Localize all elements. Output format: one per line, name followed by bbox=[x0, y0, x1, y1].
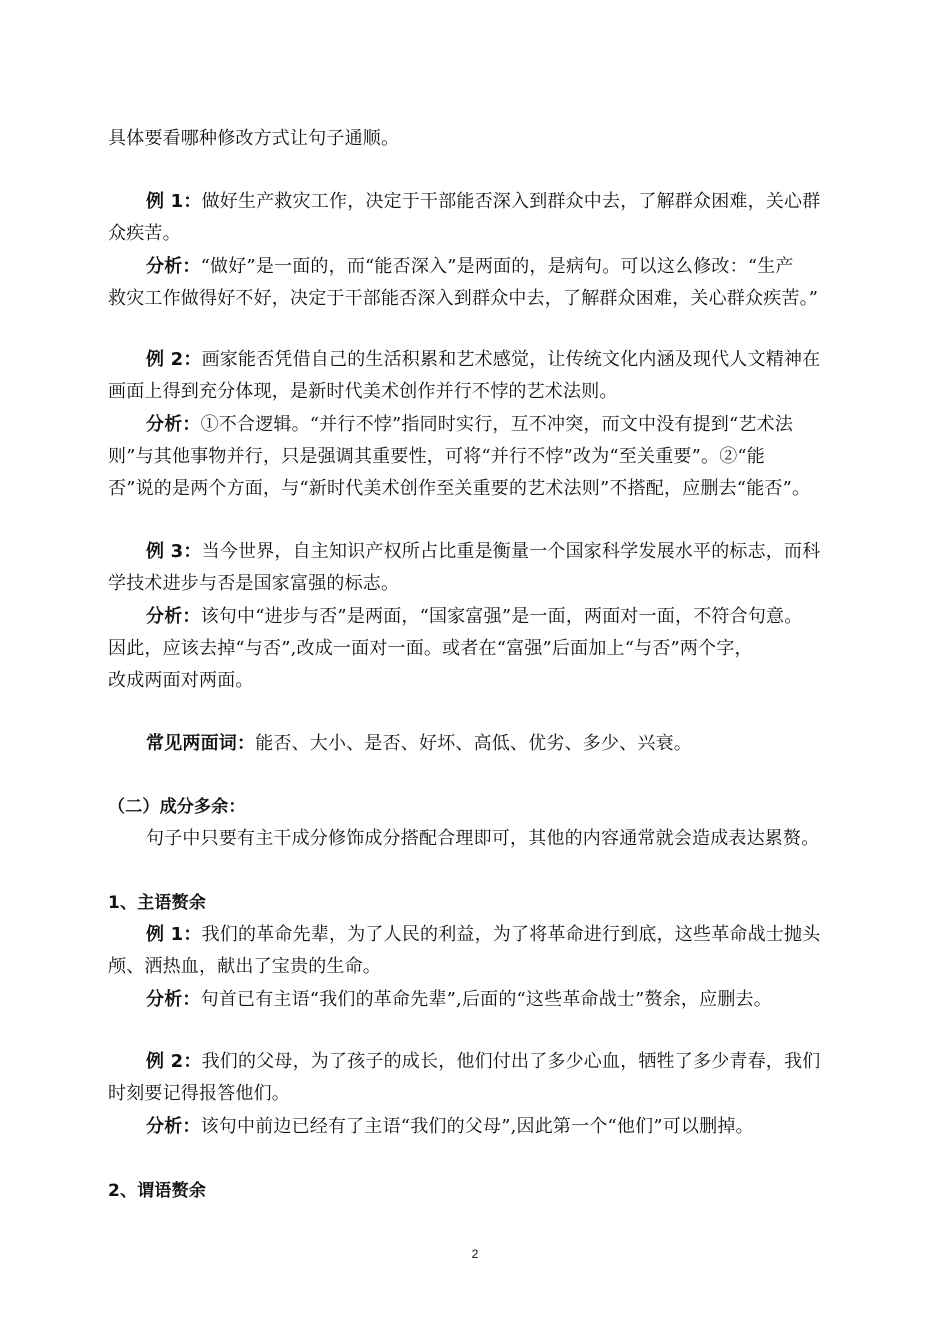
text: 救灾工作做得好不好，决定于干部能否深入到群众中去，了解群众困难，关心群众疾苦。” bbox=[108, 288, 819, 309]
text: （二）成分多余： bbox=[108, 797, 246, 817]
analysis-text: 该句中前边已经有了主语“我们的父母”,因此第一个“他们”可以删掉。 bbox=[200, 1116, 754, 1137]
subject-analysis-2 bbox=[146, 1114, 886, 1140]
analysis-label: 分析： bbox=[146, 989, 201, 1010]
subject-example-2 bbox=[146, 1049, 886, 1075]
text: 否”说的是两个方面，与“新时代美术创作至关重要的艺术法则”不搭配，应删去“能否”。 bbox=[108, 478, 811, 499]
subject-example-1-cont bbox=[108, 954, 848, 980]
subheading-subject bbox=[108, 890, 848, 916]
example-label: 例 2： bbox=[146, 349, 202, 370]
page-number: 2 bbox=[471, 1247, 479, 1261]
example-text: 画家能否凭借自己的生活积累和艺术感觉，让传统文化内涵及现代人文精神在 bbox=[201, 349, 821, 370]
example-2 bbox=[146, 347, 886, 373]
text: 则”与其他事物并行，只是强调其重要性，可将“并行不悖”改为“至关重要”。②“能 bbox=[108, 446, 766, 467]
subject-example-1 bbox=[146, 922, 886, 948]
analysis-label: 分析： bbox=[146, 414, 201, 435]
analysis-1 bbox=[146, 254, 886, 280]
subheading-predicate bbox=[108, 1178, 848, 1204]
text: 时刻要记得报答他们。 bbox=[108, 1083, 290, 1104]
text: 因此，应该去掉“与否”,改成一面对一面。或者在“富强”后面加上“与否”两个字， bbox=[108, 638, 753, 659]
text: 具体要看哪种修改方式让句子通顺。 bbox=[108, 128, 400, 149]
subject-example-2-cont bbox=[108, 1081, 848, 1107]
text: 学技术进步与否是国家富强的标志。 bbox=[108, 573, 400, 594]
analysis-text: “做好”是一面的，而“能否深入”是两面的，是病句。可以这么修改：“生产 bbox=[200, 256, 794, 277]
analysis-1-cont bbox=[108, 286, 848, 312]
text: 画面上得到充分体现，是新时代美术创作并行不悖的艺术法则。 bbox=[108, 381, 618, 402]
example-text: 我们的父母，为了孩子的成长，他们付出了多少心血，牺牲了多少青春，我们 bbox=[201, 1051, 821, 1072]
analysis-text: ①不合逻辑。“并行不悖”指同时实行，互不冲突，而文中没有提到“艺术法 bbox=[200, 414, 794, 435]
example-1-cont bbox=[108, 221, 848, 247]
text: 众疾苦。 bbox=[108, 223, 181, 244]
section-heading-2 bbox=[108, 794, 848, 820]
analysis-label: 分析： bbox=[146, 606, 201, 627]
text: 1、主语赘余 bbox=[108, 893, 207, 913]
example-label: 例 1： bbox=[146, 191, 202, 212]
analysis-2-cont2 bbox=[108, 476, 848, 502]
analysis-3-cont1 bbox=[108, 636, 848, 662]
analysis-2 bbox=[146, 412, 886, 438]
text: 改成两面对两面。 bbox=[108, 670, 254, 691]
common-words-label: 常见两面词： bbox=[146, 733, 256, 754]
subject-analysis-1 bbox=[146, 987, 886, 1013]
common-words-text: 能否、大小、是否、好坏、高低、优劣、多少、兴衰。 bbox=[255, 733, 693, 754]
example-text: 做好生产救灾工作，决定于干部能否深入到群众中去，了解群众困难，关心群 bbox=[201, 191, 821, 212]
example-1 bbox=[146, 189, 886, 215]
text: 颅、洒热血，献出了宝贵的生命。 bbox=[108, 956, 381, 977]
example-3-cont bbox=[108, 571, 848, 597]
example-3 bbox=[146, 539, 886, 565]
analysis-text: 该句中“进步与否”是两面，“国家富强”是一面，两面对一面，不符合句意。 bbox=[200, 606, 803, 627]
analysis-label: 分析： bbox=[146, 1116, 201, 1137]
example-text: 当今世界，自主知识产权所占比重是衡量一个国家科学发展水平的标志，而科 bbox=[201, 541, 821, 562]
example-label: 例 2： bbox=[146, 1051, 202, 1072]
analysis-2-cont1 bbox=[108, 444, 848, 470]
analysis-label: 分析： bbox=[146, 256, 201, 277]
common-words bbox=[146, 731, 886, 757]
example-label: 例 3： bbox=[146, 541, 202, 562]
text: 2、谓语赘余 bbox=[108, 1181, 207, 1201]
example-label: 例 1： bbox=[146, 924, 202, 945]
analysis-3-cont2 bbox=[108, 668, 848, 694]
analysis-text: 句首已有主语“我们的革命先辈”,后面的“这些革命战士”赘余，应删去。 bbox=[200, 989, 772, 1010]
example-2-cont bbox=[108, 379, 848, 405]
intro-line bbox=[108, 126, 848, 152]
analysis-3 bbox=[146, 604, 886, 630]
text: 句子中只要有主干成分修饰成分搭配合理即可，其他的内容通常就会造成表达累赘。 bbox=[146, 828, 820, 849]
example-text: 我们的革命先辈，为了人民的利益，为了将革命进行到底，这些革命战士抛头 bbox=[201, 924, 821, 945]
section-2-text bbox=[146, 826, 886, 852]
